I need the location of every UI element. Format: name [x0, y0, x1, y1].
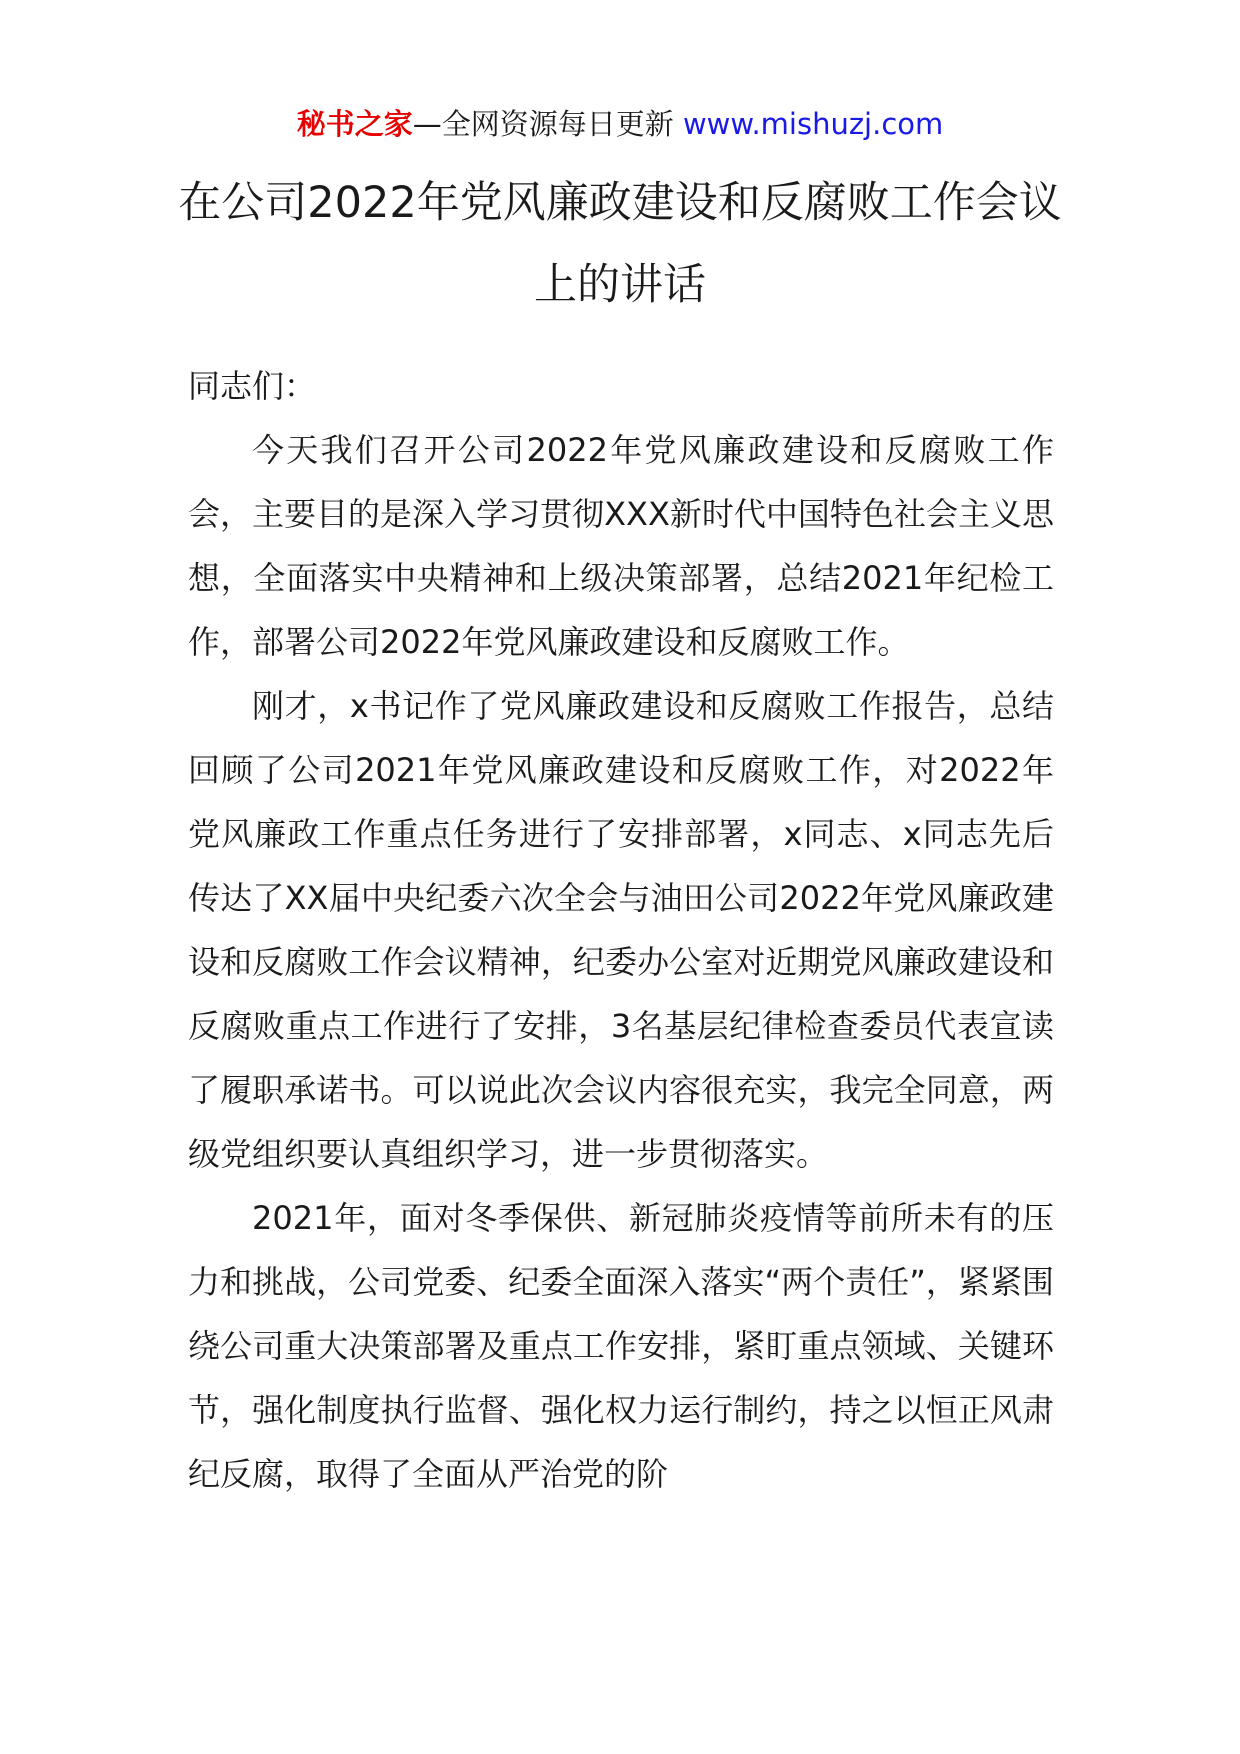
site-header: [0, 104, 1240, 144]
document-body: [188, 354, 1054, 1506]
site-brand: 秘书之家: [296, 107, 413, 141]
site-url-link[interactable]: www.mishuzj.com: [682, 107, 944, 141]
paragraph-2: 刚才，x书记作了党风廉政建设和反腐败工作报告，总结回顾了公司2021年党风廉政建设和反腐败工作，对2022年党风廉政工作重点任务进行了安排部署，x同志、x同志先后传达了XX届中央纪委六次全会与油田公司2022年党风廉政建设和反腐败工作会议精神，纪委办公室对近期党风廉政建设和反腐败重点工作进行了安排，3名基层纪律检查委员代表宣读了履职承诺书。可以说此次会议内容很充实，我完全同意，两级党组织要认真组织学习，进一步贯彻落实。: [188, 687, 1054, 1173]
site-tagline: —全网资源每日更新: [412, 107, 683, 141]
document-title: 在公司2022年党风廉政建设和反腐败工作会议上的讲话: [178, 178, 1062, 310]
salutation: 同志们：: [188, 367, 317, 405]
paragraph-1: 今天我们召开公司2022年党风廉政建设和反腐败工作会，主要目的是深入学习贯彻XXX新时代中国特色社会主义思想，全面落实中央精神和上级决策部署，总结2021年纪检工作，部署公司2022年党风廉政建设和反腐败工作。: [188, 431, 1054, 661]
paragraph-3: 2021年，面对冬季保供、新冠肺炎疫情等前所未有的压力和挑战，公司党委、纪委全面深入落实“两个责任”，紧紧围绕公司重大决策部署及重点工作安排，紧盯重点领域、关键环节，强化制度执行监督、强化权力运行制约，持之以恒正风肃纪反腐，取得了全面从严治党的阶: [188, 1199, 1054, 1493]
